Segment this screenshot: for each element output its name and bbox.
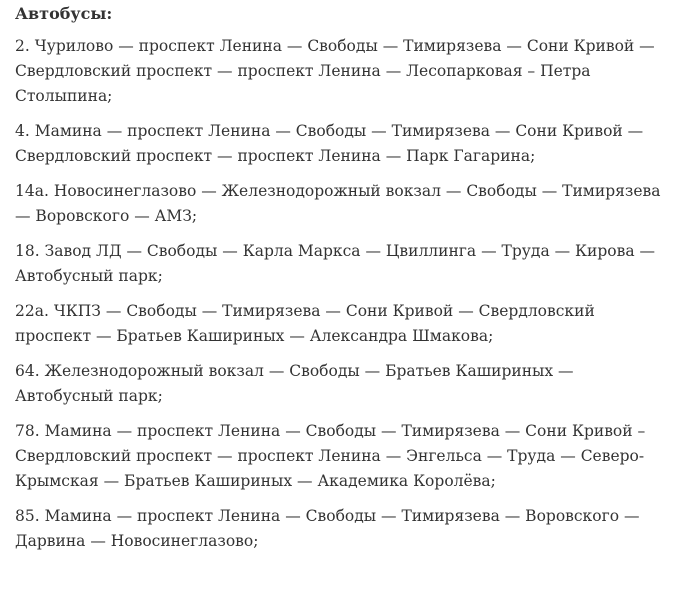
route-item: 2. Чурилово — проспект Ленина — Свободы — Тимирязева — Сони Кривой — Свердловский проспект — проспект Ленина — Лесопарковая – Петра Столыпина; — [15, 37, 655, 105]
route-item: 4. Мамина — проспект Ленина — Свободы — Тимирязева — Сони Кривой — Свердловский проспект — проспект Ленина — Парк Гагарина; — [15, 122, 644, 165]
route-item: 78. Мамина — проспект Ленина — Свободы — Тимирязева — Сони Кривой – Свердловский проспект — проспект Ленина — Энгельса — Труда — Северо-Крымская — Братьев Кашириных — Академика Королёва; — [15, 422, 646, 490]
route-item: 18. Завод ЛД — Свободы — Карла Маркса — Цвиллинга — Труда — Кирова — Автобусный парк; — [15, 242, 656, 285]
section-title: Автобусы: — [15, 4, 113, 23]
route-item: 22а. ЧКПЗ — Свободы — Тимирязева — Сони Кривой — Свердловский проспект — Братьев Кашириных — Александра Шмакова; — [15, 302, 595, 345]
article-body — [15, 0, 670, 554]
route-item: 14а. Новосинеглазово — Железнодорожный вокзал — Свободы — Тимирязева — Воровского — АМЗ; — [15, 182, 661, 225]
route-item: 85. Мамина — проспект Ленина — Свободы — Тимирязева — Воровского — Дарвина — Новосинеглазово; — [15, 507, 640, 550]
route-item: 64. Железнодорожный вокзал — Свободы — Братьев Кашириных — Автобусный парк; — [15, 362, 574, 405]
